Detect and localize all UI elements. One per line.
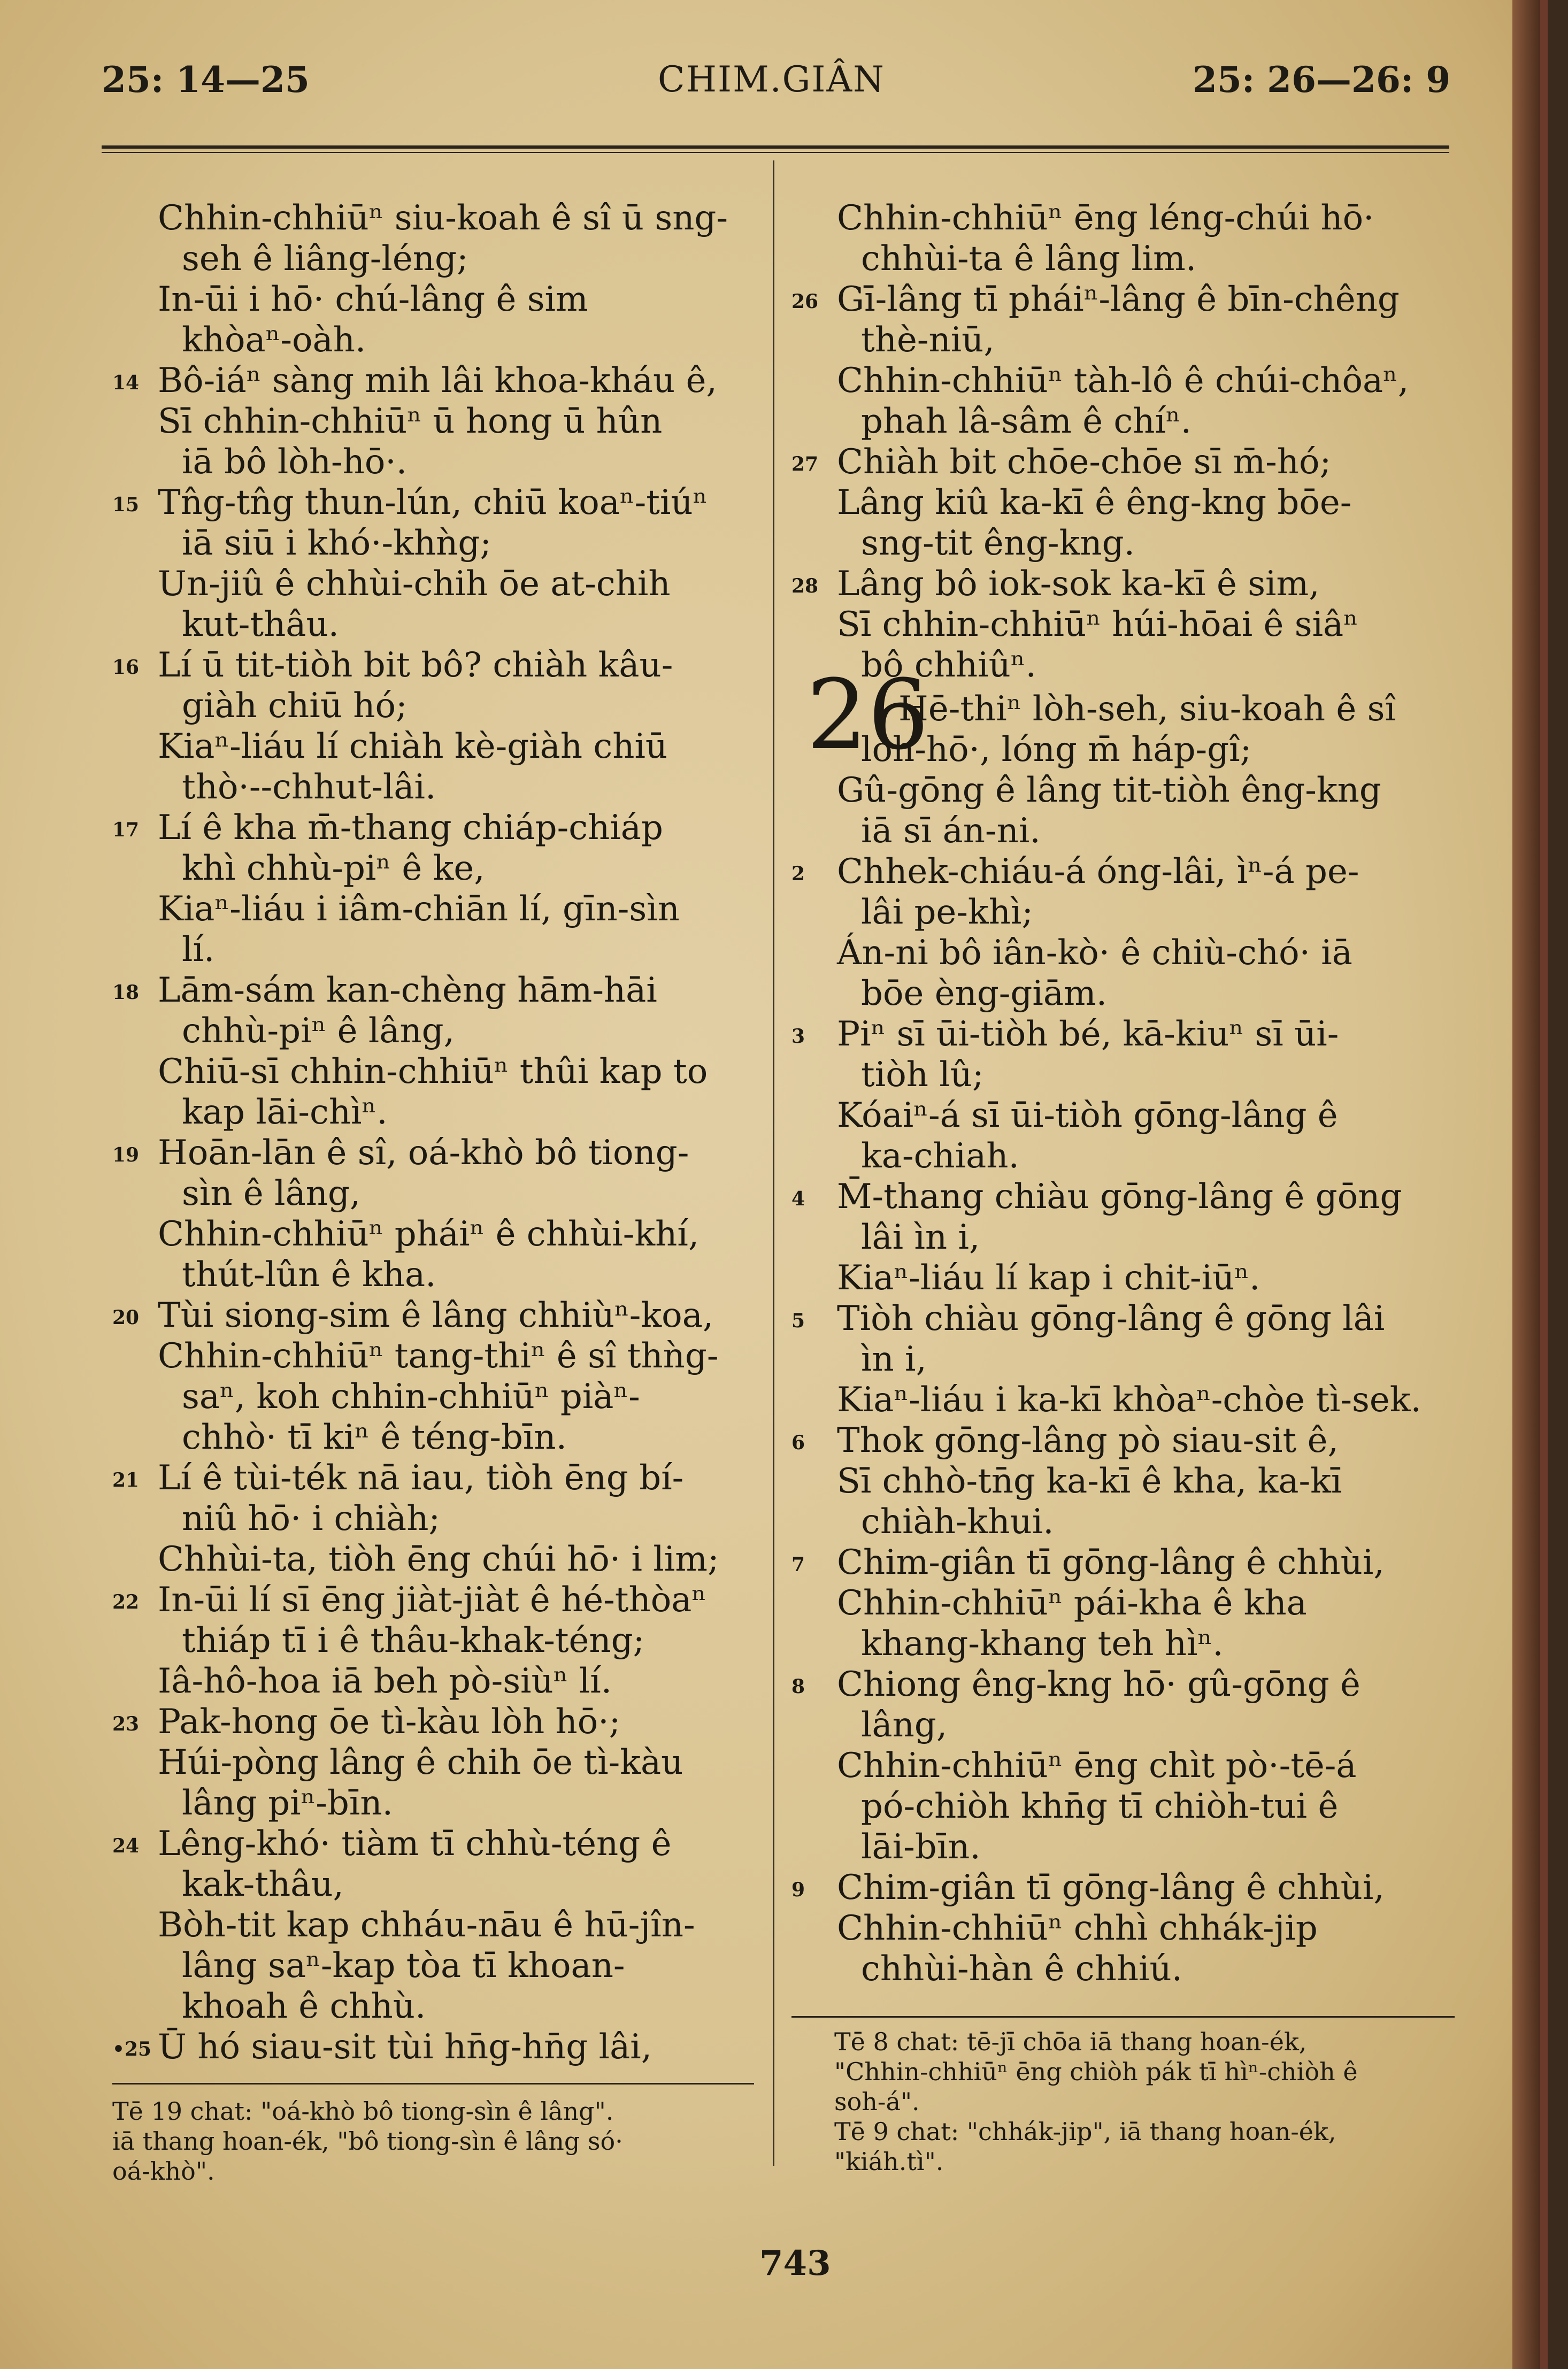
header-book-title: CHIM.GIÂN: [658, 59, 885, 100]
verse-line: [791, 198, 1455, 239]
verse-line: [791, 1583, 1455, 1624]
verse-line: [112, 1011, 759, 1051]
verse-text: phah lâ-sâm ê chíⁿ.: [861, 402, 1192, 441]
verse-text: Lâng kiû ka-kī ê êng-kng bōe-: [837, 483, 1352, 522]
right-text-column: [791, 198, 1455, 1989]
footnote-line: Tē 9 chat: "chhák-jip", iā thang hoan-ék,: [834, 2117, 1336, 2146]
verse-text: kap lāi-chìⁿ.: [182, 1093, 388, 1132]
verse-text: Gû-gōng ê lâng tit-tiòh êng-kng: [837, 771, 1381, 810]
verse-text: Chim-giân tī gōng-lâng ê chhùi,: [837, 1543, 1385, 1582]
verse-text: Tùi siong-sim ê lâng chhiùⁿ-koa,: [158, 1296, 714, 1335]
verse-text: saⁿ, koh chhin-chhiūⁿ piàⁿ-: [182, 1377, 640, 1417]
verse-text: Húi-pòng lâng ê chih ōe tì-kàu: [158, 1743, 683, 1782]
verse-line: [112, 848, 759, 889]
verse-number: 17: [112, 819, 140, 841]
verse-text: Thok gōng-lâng pò siau-sit ê,: [837, 1421, 1339, 1460]
verse-text: Tn̂g-tn̂g thun-lún, chiū koaⁿ-tiúⁿ: [158, 483, 708, 522]
verse-line: [791, 729, 1455, 770]
verse-line: [112, 1864, 759, 1905]
header-rule-thick: [102, 145, 1449, 149]
verse-line: [791, 1258, 1455, 1298]
verse-number: 16: [112, 656, 140, 679]
verse-number: •25: [112, 2038, 152, 2060]
verse-line: [112, 2027, 759, 2067]
verse-line: [112, 239, 759, 279]
verse-line: [112, 1580, 759, 1620]
verse-line: [791, 811, 1455, 851]
verse-line: [791, 1461, 1455, 1502]
verse-number: 9: [791, 1879, 805, 1901]
verse-line: [112, 1539, 759, 1580]
verse-line: [112, 1742, 759, 1783]
verse-text: Chhin-chhiūⁿ pái-kha ê kha: [837, 1583, 1307, 1623]
verse-text: Chiàh bit chōe-chōe sī m̄-hó;: [837, 442, 1332, 482]
verse-line: [112, 1498, 759, 1539]
verse-text: Chhin-chhiūⁿ tang-thiⁿ ê sî thǹg-: [158, 1336, 719, 1376]
verse-line: [112, 1133, 759, 1173]
verse-text: kak-thâu,: [182, 1865, 344, 1904]
verse-text: iā sī án-ni.: [861, 811, 1041, 851]
verse-text: Piⁿ sī ūi-tiòh bé, kā-kiuⁿ sī ūi-: [837, 1014, 1339, 1054]
verse-text: Sī chhò-tn̄g ka-kī ê kha, ka-kī: [837, 1462, 1342, 1501]
verse-text: Bòh-tit kap chháu-nāu ê hū-jîn-: [158, 1905, 695, 1945]
verse-line: [112, 1905, 759, 1945]
verse-line: [791, 1827, 1455, 1867]
verse-line: [112, 482, 759, 523]
verse-text: niû hō· i chiàh;: [182, 1499, 440, 1539]
verse-number: 4: [791, 1188, 805, 1210]
verse-line: [112, 1092, 759, 1133]
verse-line: [112, 1051, 759, 1092]
verse-line: [112, 1620, 759, 1661]
verse-text: chhùi-ta ê lâng lim.: [861, 239, 1197, 279]
verse-line: [112, 279, 759, 320]
verse-text: Chhin-chhiūⁿ ēng léng-chúi hō·: [837, 198, 1374, 238]
verse-line: [112, 807, 759, 848]
verse-number: 21: [112, 1469, 140, 1491]
header-left-reference: 25: 14—25: [102, 59, 310, 101]
verse-text: Kiaⁿ-liáu i iâm-chiān lí, gīn-sìn: [158, 889, 680, 929]
verse-text: lâng piⁿ-bīn.: [182, 1783, 393, 1823]
verse-line: [791, 933, 1455, 973]
verse-number: 14: [112, 372, 140, 394]
verse-number: 27: [791, 453, 819, 475]
book-spine-edge: [1512, 0, 1540, 2369]
verse-text: iā bô lòh-hō·.: [182, 442, 408, 482]
verse-number: 6: [791, 1432, 805, 1454]
verse-text: Kóaiⁿ-á sī ūi-tiòh gōng-lâng ê: [837, 1096, 1338, 1135]
verse-number: 22: [112, 1591, 140, 1613]
header-rule-thin: [102, 152, 1449, 153]
verse-line: [112, 360, 759, 401]
verse-text: M̄-thang chiàu gōng-lâng ê gōng: [837, 1177, 1402, 1217]
verse-text: Pak-hong ōe tì-kàu lòh hō·;: [158, 1702, 621, 1742]
verse-line: [112, 1173, 759, 1214]
verse-line: [112, 1295, 759, 1336]
verse-number: 26: [791, 290, 819, 313]
verse-line: [112, 1783, 759, 1824]
verse-text: lâi pe-khì;: [861, 893, 1033, 932]
verse-text: thiáp tī i ê thâu-khak-téng;: [182, 1621, 645, 1660]
footnote-line: "kiáh.tì".: [834, 2147, 944, 2176]
verse-line: [791, 604, 1455, 645]
verse-text: Chhin-chhiūⁿ tàh-lô ê chúi-chôaⁿ,: [837, 361, 1409, 401]
verse-line: [791, 564, 1455, 604]
verse-number: 15: [112, 494, 140, 516]
verse-line: [791, 1014, 1455, 1055]
verse-line: [112, 1376, 759, 1417]
verse-line: [791, 523, 1455, 564]
verse-text: Án-ni bô iân-kò· ê chiù-chó· iā: [837, 933, 1352, 973]
verse-line: [791, 1908, 1455, 1949]
footnote-line: oá-khò".: [112, 2157, 215, 2186]
verse-line: [112, 767, 759, 807]
verse-line: [791, 1949, 1455, 1989]
verse-line: [791, 973, 1455, 1014]
chapter-number: 26: [806, 659, 929, 771]
verse-line: [791, 279, 1455, 320]
verse-line: [112, 604, 759, 645]
verse-line: [791, 770, 1455, 811]
verse-line: [791, 1542, 1455, 1583]
footnote-line: Tē 8 chat: tē-jī chōa iā thang hoan-ék,: [834, 2027, 1307, 2056]
verse-text: Lí ū tit-tiòh bit bô? chiàh kâu-: [158, 645, 673, 685]
verse-text: lâng saⁿ-kap tòa tī khoan-: [182, 1946, 625, 1986]
verse-line: [791, 1217, 1455, 1258]
verse-line: [112, 726, 759, 767]
right-footnote-rule: [791, 2016, 1455, 2018]
verse-line: [791, 1095, 1455, 1136]
verse-text: thò·--chhut-lâi.: [182, 767, 436, 807]
verse-text: ka-chiah.: [861, 1136, 1019, 1176]
verse-line: [791, 401, 1455, 442]
column-divider: [773, 160, 774, 2166]
verse-text: lāi-bīn.: [861, 1827, 981, 1867]
verse-text: Tiòh chiàu gōng-lâng ê gōng lâi: [837, 1299, 1385, 1339]
verse-text: Kiaⁿ-liáu i ka-kī khòaⁿ-chòe tì-sek.: [837, 1380, 1421, 1420]
verse-text: Lêng-khó· tiàm tī chhù-téng ê: [158, 1824, 672, 1864]
verse-text: Chhin-chhiūⁿ pháiⁿ ê chhùi-khí,: [158, 1214, 700, 1254]
verse-line: [112, 1824, 759, 1864]
verse-line: [112, 1336, 759, 1376]
verse-text: Lí ê tùi-ték nā iau, tiòh ēng bí-: [158, 1458, 684, 1498]
verse-number: 24: [112, 1835, 140, 1857]
verse-line: [112, 645, 759, 686]
verse-text: chhùi-hàn ê chhiú.: [861, 1949, 1183, 1989]
verse-line: [112, 1945, 759, 1986]
verse-text: lâi ìn i,: [861, 1218, 980, 1257]
verse-line: [112, 1214, 759, 1255]
verse-text: seh ê liâng-léng;: [182, 239, 468, 279]
verse-text: Chim-giân tī gōng-lâng ê chhùi,: [837, 1868, 1385, 1907]
footnote-line: "Chhin-chhiūⁿ ēng chiòh pák tī hìⁿ-chiòh ê: [834, 2057, 1358, 2086]
verse-number: 2: [791, 863, 805, 885]
verse-line: [112, 1986, 759, 2027]
verse-line: [112, 523, 759, 564]
right-footnote: [834, 2027, 1455, 2176]
verse-line: [112, 970, 759, 1011]
verse-text: Chhin-chhiūⁿ ēng chìt pò·-tē-á: [837, 1746, 1357, 1786]
verse-text: Chiong êng-kng hō· gû-gōng ê: [837, 1665, 1361, 1704]
verse-number: 3: [791, 1025, 805, 1048]
verse-line: [112, 929, 759, 970]
verse-line: [791, 1664, 1455, 1705]
verse-line: [791, 1420, 1455, 1461]
verse-text: Kiaⁿ-liáu lí chiàh kè-giàh chiū: [158, 727, 668, 766]
verse-text: Iâ-hô-hoa iā beh pò-siùⁿ lí.: [158, 1662, 612, 1701]
verse-text: sng-tit êng-kng.: [861, 524, 1135, 563]
verse-line: [112, 1417, 759, 1458]
verse-line: [112, 889, 759, 929]
verse-text: pó-chiòh khn̄g tī chiòh-tui ê: [861, 1787, 1339, 1826]
verse-text: khòaⁿ-oàh.: [182, 320, 366, 360]
verse-text: Bô-iáⁿ sàng mih lâi khoa-kháu ê,: [158, 361, 717, 401]
verse-text: chiàh-khui.: [861, 1502, 1054, 1542]
verse-text: sìn ê lâng,: [182, 1174, 361, 1213]
footnote-line: Tē 19 chat: "oá-khò bô tiong-sìn ê lâng".: [112, 2097, 614, 2126]
verse-text: khoah ê chhù.: [182, 1987, 426, 2026]
verse-text: thút-lûn ê kha.: [182, 1255, 436, 1295]
verse-line: [112, 1702, 759, 1742]
verse-text: ìn i,: [861, 1340, 927, 1379]
verse-text: lí.: [182, 930, 215, 970]
verse-line: [791, 239, 1455, 279]
verse-line: [112, 1661, 759, 1702]
verse-text: In-ūi i hō· chú-lâng ê sim: [158, 280, 588, 319]
verse-text: khang-khang teh hìⁿ.: [861, 1624, 1224, 1664]
verse-text: Chiū-sī chhin-chhiūⁿ thûi kap to: [158, 1052, 708, 1091]
header-right-reference: 25: 26—26: 9: [1193, 59, 1451, 101]
verse-text: Hē-thiⁿ lòh-seh, siu-koah ê sî: [898, 689, 1396, 729]
verse-text: Hoān-lān ê sî, oá-khò bô tiong-: [158, 1133, 689, 1173]
verse-line: [112, 198, 759, 239]
verse-line: [791, 1176, 1455, 1217]
verse-line: [791, 320, 1455, 360]
verse-line: [791, 892, 1455, 933]
footnote-line: iā thang hoan-ék, "bô tiong-sìn ê lâng só·: [112, 2127, 623, 2156]
verse-text: kut-thâu.: [182, 605, 339, 644]
verse-number: 23: [112, 1713, 140, 1735]
verse-text: Lí ê kha m̄-thang chiáp-chiáp: [158, 808, 663, 848]
verse-text: Un-jiû ê chhùi-chih ōe at-chih: [158, 564, 671, 604]
verse-line: [112, 401, 759, 442]
verse-line: [112, 1458, 759, 1498]
verse-number: 8: [791, 1675, 805, 1698]
verse-text: In-ūi lí sī ēng jiàt-jiàt ê hé-thòaⁿ: [158, 1580, 707, 1620]
verse-number: 20: [112, 1306, 140, 1329]
verse-line: [791, 851, 1455, 892]
verse-text: Chhek-chiáu-á óng-lâi, ìⁿ-á pe-: [837, 852, 1359, 891]
verse-text: Chhin-chhiūⁿ siu-koah ê sî ū sng-: [158, 198, 728, 238]
verse-line: [112, 564, 759, 604]
verse-line: [112, 1255, 759, 1295]
verse-line: [791, 1786, 1455, 1827]
verse-text: Kiaⁿ-liáu lí kap i chit-iūⁿ.: [837, 1258, 1260, 1298]
verse-text: tiòh lû;: [861, 1055, 984, 1095]
footnote-line: soh-á".: [834, 2087, 920, 2116]
verse-line: [791, 482, 1455, 523]
verse-text: Sī chhin-chhiūⁿ ū hong ū hûn: [158, 402, 663, 441]
verse-line: [112, 686, 759, 726]
verse-line: [112, 320, 759, 360]
verse-line: [791, 1136, 1455, 1176]
verse-text: Chhin-chhiūⁿ chhì chhák-jip: [837, 1909, 1318, 1948]
verse-line: [791, 1624, 1455, 1664]
verse-line: [791, 1745, 1455, 1786]
verse-text: lâng,: [861, 1705, 948, 1745]
verse-number: 5: [791, 1310, 805, 1332]
verse-text: lòh-hō·, lóng m̄ háp-gî;: [861, 730, 1252, 770]
verse-line: [791, 1867, 1455, 1908]
verse-line: [791, 1055, 1455, 1095]
verse-number: 28: [791, 575, 819, 597]
verse-text: thè-niū,: [861, 320, 995, 360]
verse-text: Lâng bô iok-sok ka-kī ê sim,: [837, 564, 1320, 604]
verse-text: Ū hó siau-sit tùi hn̄g-hn̄g lâi,: [158, 2027, 652, 2067]
verse-number: 18: [112, 981, 140, 1004]
page-number: 743: [759, 2243, 831, 2283]
verse-line: [791, 442, 1455, 482]
verse-text: Chhùi-ta, tiòh ēng chúi hō· i lim;: [158, 1540, 719, 1579]
verse-number: 7: [791, 1553, 805, 1576]
verse-line: [791, 1705, 1455, 1745]
verse-text: chhù-piⁿ ê lâng,: [182, 1011, 455, 1051]
left-footnote: [112, 2096, 759, 2186]
verse-number: 19: [112, 1144, 140, 1166]
verse-text: khì chhù-piⁿ ê ke,: [182, 849, 485, 888]
verse-text: giàh chiū hó;: [182, 686, 408, 726]
left-text-column: [112, 198, 759, 2067]
verse-line: [791, 1298, 1455, 1339]
verse-line: [791, 360, 1455, 401]
verse-text: Sī chhin-chhiūⁿ húi-hōai ê siâⁿ: [837, 605, 1358, 644]
verse-line: [791, 1339, 1455, 1380]
verse-text: iā siū i khó·-khǹg;: [182, 524, 491, 563]
running-header: [0, 59, 1540, 123]
verse-text: Gī-lâng tī pháiⁿ-lâng ê bīn-chêng: [837, 280, 1400, 319]
verse-text: Lām-sám kan-chèng hām-hāi: [158, 971, 657, 1010]
verse-line: [791, 1380, 1455, 1420]
verse-text: bô chhiûⁿ.: [861, 645, 1036, 685]
verse-text: chhò· tī kiⁿ ê téng-bīn.: [182, 1418, 567, 1457]
verse-line: [112, 442, 759, 482]
verse-line: [791, 1502, 1455, 1542]
left-footnote-rule: [112, 2083, 754, 2085]
verse-text: bōe èng-giām.: [861, 974, 1108, 1013]
